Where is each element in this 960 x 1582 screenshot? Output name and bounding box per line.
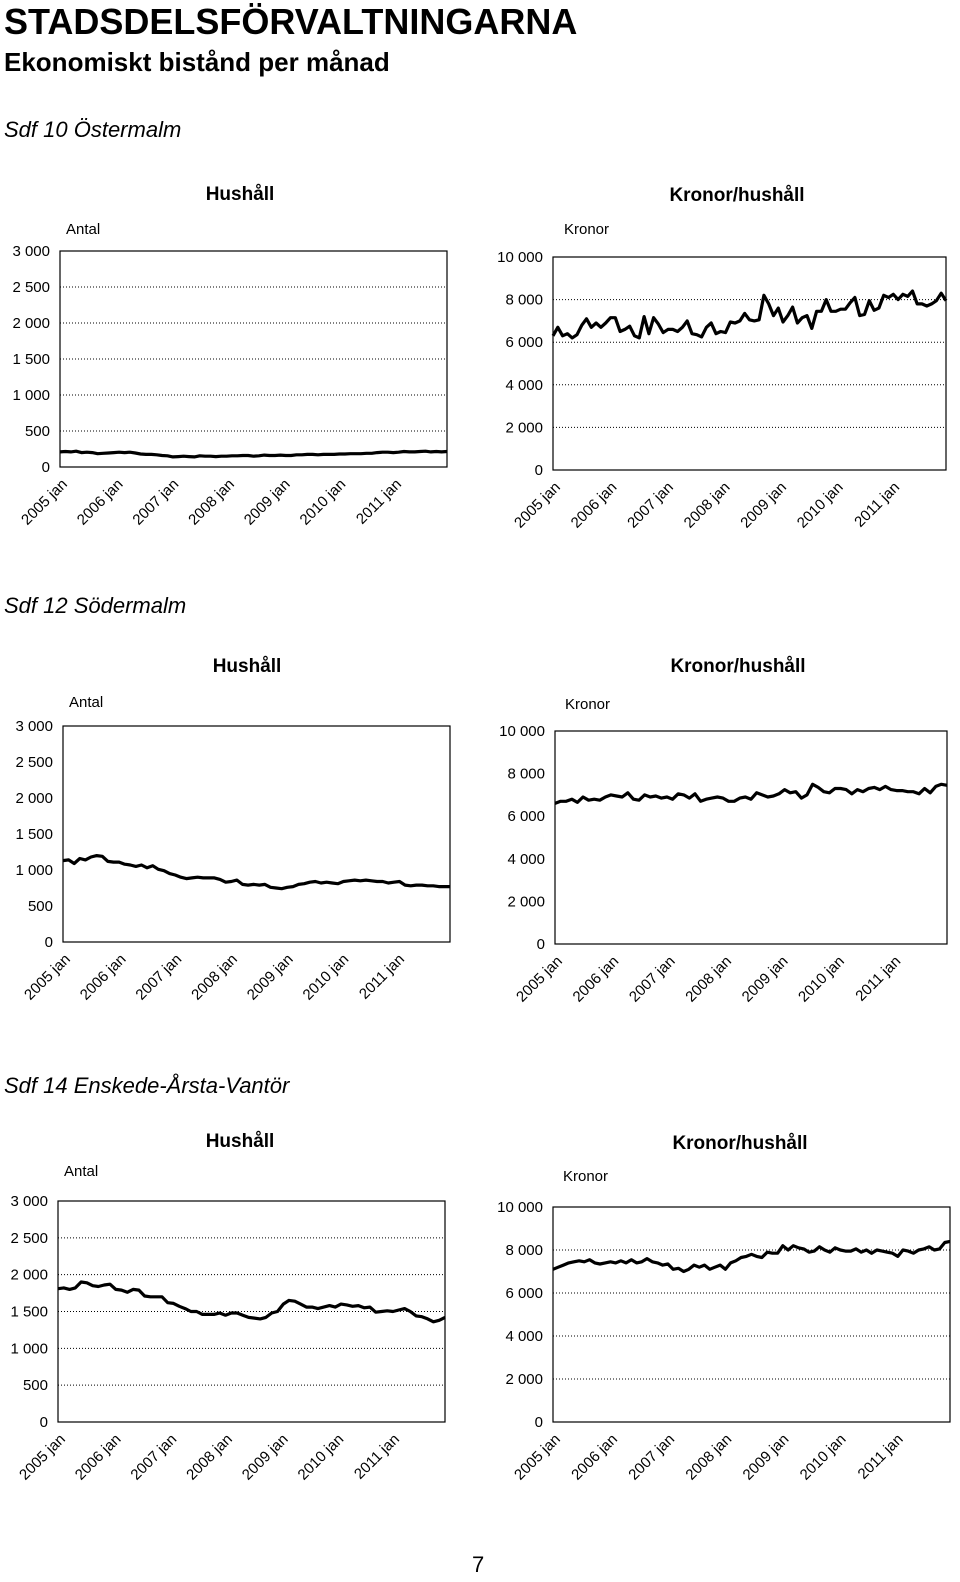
x-tick-label: 2007 jan bbox=[625, 952, 679, 1006]
x-tick-label: 2009 jan bbox=[238, 1430, 292, 1484]
x-tick-label: 2008 jan bbox=[682, 1430, 736, 1484]
y-tick-label: 2 000 bbox=[505, 1371, 543, 1388]
x-tick-label: 2007 jan bbox=[625, 1430, 679, 1484]
y-axis-unit-label: Antal bbox=[64, 1163, 99, 1180]
y-tick-label: 2 000 bbox=[12, 315, 50, 332]
y-tick-label: 500 bbox=[22, 1377, 48, 1395]
y-tick-label: 2 500 bbox=[15, 754, 53, 771]
y-tick-label: 500 bbox=[24, 423, 50, 440]
section-title-sdf10: Sdf 10 Östermalm bbox=[4, 117, 182, 142]
x-tick-label: 2007 jan bbox=[127, 1430, 181, 1484]
x-tick-label: 2005 jan bbox=[18, 475, 71, 529]
chart-title: Kronor/hushåll bbox=[670, 656, 806, 677]
plot-frame bbox=[63, 726, 450, 942]
plot-frame bbox=[553, 257, 946, 470]
y-tick-label: 1 500 bbox=[10, 1303, 48, 1321]
chart-sdf14-hushall bbox=[0, 1120, 460, 1500]
chart-sdf14-kronor bbox=[480, 1120, 960, 1500]
x-tick-label: 2009 jan bbox=[240, 475, 294, 529]
y-tick-label: 0 bbox=[41, 459, 50, 476]
page-title: STADSDELSFÖRVALTNINGARNA bbox=[4, 1, 578, 42]
y-tick-label: 2 000 bbox=[505, 419, 543, 437]
y-tick-label: 4 000 bbox=[505, 376, 543, 394]
series-line bbox=[555, 784, 947, 803]
chart-title: Hushåll bbox=[212, 656, 282, 677]
x-tick-label: 2006 jan bbox=[569, 952, 623, 1006]
y-tick-label: 2 500 bbox=[10, 1229, 48, 1247]
y-tick-label: 0 bbox=[534, 1414, 543, 1431]
x-tick-label: 2006 jan bbox=[568, 1430, 621, 1484]
chart-title: Hushåll bbox=[205, 1131, 275, 1152]
x-tick-label: 2005 jan bbox=[511, 1430, 564, 1484]
y-tick-label: 2 000 bbox=[10, 1266, 48, 1284]
y-tick-label: 0 bbox=[44, 934, 53, 951]
y-axis-unit-label: Antal bbox=[69, 694, 104, 711]
chart-title: Kronor/hushåll bbox=[672, 1133, 808, 1154]
chart-title: Kronor/hushåll bbox=[669, 185, 805, 206]
chart-title: Hushåll bbox=[205, 184, 275, 205]
y-tick-label: 1 000 bbox=[12, 387, 50, 404]
x-tick-label: 2011 jan bbox=[852, 952, 905, 1005]
x-tick-label: 2007 jan bbox=[129, 475, 183, 529]
plot-frame bbox=[553, 1207, 950, 1422]
y-tick-label: 10 000 bbox=[499, 723, 545, 740]
chart-sdf12-kronor bbox=[480, 645, 960, 1025]
x-tick-label: 2005 jan bbox=[511, 478, 564, 532]
x-tick-label: 2010 jan bbox=[296, 475, 350, 529]
section-title-sdf12: Sdf 12 Södermalm bbox=[4, 593, 187, 618]
x-tick-label: 2005 jan bbox=[16, 1430, 69, 1484]
y-tick-label: 6 000 bbox=[505, 334, 543, 352]
x-tick-label: 2007 jan bbox=[132, 950, 186, 1004]
y-tick-label: 3 000 bbox=[10, 1193, 48, 1210]
x-tick-label: 2009 jan bbox=[243, 950, 297, 1004]
x-tick-label: 2005 jan bbox=[21, 950, 74, 1004]
y-tick-label: 4 000 bbox=[507, 850, 545, 868]
x-tick-label: 2010 jan bbox=[294, 1430, 348, 1484]
y-tick-label: 2 000 bbox=[507, 893, 545, 911]
x-tick-label: 2011 jan bbox=[851, 478, 904, 531]
y-tick-label: 2 500 bbox=[12, 279, 50, 296]
y-tick-label: 8 000 bbox=[505, 1242, 543, 1259]
x-tick-label: 2011 jan bbox=[355, 950, 408, 1003]
y-tick-label: 1 500 bbox=[12, 351, 50, 368]
y-tick-label: 3 000 bbox=[12, 243, 50, 260]
y-tick-label: 0 bbox=[536, 936, 545, 953]
x-tick-label: 2010 jan bbox=[796, 1430, 850, 1484]
y-tick-label: 10 000 bbox=[497, 1199, 543, 1216]
x-tick-label: 2006 jan bbox=[71, 1430, 125, 1484]
x-tick-label: 2006 jan bbox=[76, 950, 130, 1004]
chart-sdf12-hushall bbox=[0, 645, 460, 1025]
y-tick-label: 2 000 bbox=[15, 790, 53, 807]
y-tick-label: 500 bbox=[27, 898, 53, 915]
x-tick-label: 2008 jan bbox=[185, 475, 238, 529]
y-tick-label: 1 000 bbox=[10, 1340, 48, 1358]
page-subtitle: Ekonomiskt bistånd per månad bbox=[4, 47, 390, 77]
y-axis-unit-label: Kronor bbox=[563, 1168, 609, 1185]
series-line bbox=[63, 856, 450, 889]
x-tick-label: 2011 jan bbox=[350, 1430, 403, 1483]
page-number: 7 bbox=[472, 1552, 485, 1577]
x-tick-label: 2009 jan bbox=[738, 952, 792, 1006]
y-tick-label: 0 bbox=[39, 1414, 48, 1431]
x-tick-label: 2011 jan bbox=[352, 475, 405, 528]
plot-frame bbox=[60, 251, 447, 467]
x-tick-label: 2006 jan bbox=[73, 475, 127, 529]
y-tick-label: 3 000 bbox=[15, 718, 53, 735]
y-tick-label: 8 000 bbox=[507, 765, 545, 783]
x-tick-label: 2010 jan bbox=[793, 478, 847, 532]
y-tick-label: 6 000 bbox=[505, 1285, 543, 1302]
x-tick-label: 2010 jan bbox=[299, 950, 353, 1004]
x-tick-label: 2009 jan bbox=[739, 1430, 793, 1484]
y-tick-label: 6 000 bbox=[507, 808, 545, 826]
y-tick-label: 0 bbox=[534, 462, 543, 479]
x-tick-label: 2007 jan bbox=[624, 478, 677, 532]
chart-sdf10-hushall bbox=[0, 170, 460, 550]
x-tick-label: 2008 jan bbox=[188, 950, 241, 1004]
y-axis-unit-label: Kronor bbox=[565, 696, 611, 713]
chart-sdf10-kronor bbox=[480, 170, 960, 550]
series-line bbox=[553, 1241, 950, 1271]
series-line bbox=[58, 1282, 445, 1322]
y-axis-unit-label: Antal bbox=[66, 221, 101, 238]
section-title-sdf14: Sdf 14 Enskede-Årsta-Vantör bbox=[4, 1073, 290, 1098]
x-tick-label: 2005 jan bbox=[513, 952, 566, 1006]
y-tick-label: 4 000 bbox=[505, 1328, 543, 1345]
series-line bbox=[60, 451, 447, 457]
x-tick-label: 2009 jan bbox=[737, 478, 791, 532]
y-tick-label: 1 500 bbox=[15, 826, 53, 843]
x-tick-label: 2008 jan bbox=[680, 478, 734, 532]
x-tick-label: 2006 jan bbox=[567, 478, 621, 532]
y-axis-unit-label: Kronor bbox=[564, 221, 610, 238]
y-tick-label: 10 000 bbox=[497, 249, 543, 266]
x-tick-label: 2010 jan bbox=[795, 952, 848, 1006]
x-tick-label: 2008 jan bbox=[682, 952, 736, 1006]
y-tick-label: 1 000 bbox=[15, 862, 53, 879]
x-tick-label: 2008 jan bbox=[183, 1430, 236, 1484]
series-line bbox=[553, 291, 946, 338]
plot-frame bbox=[555, 731, 947, 944]
x-tick-label: 2011 jan bbox=[854, 1430, 907, 1483]
y-tick-label: 8 000 bbox=[505, 291, 543, 309]
